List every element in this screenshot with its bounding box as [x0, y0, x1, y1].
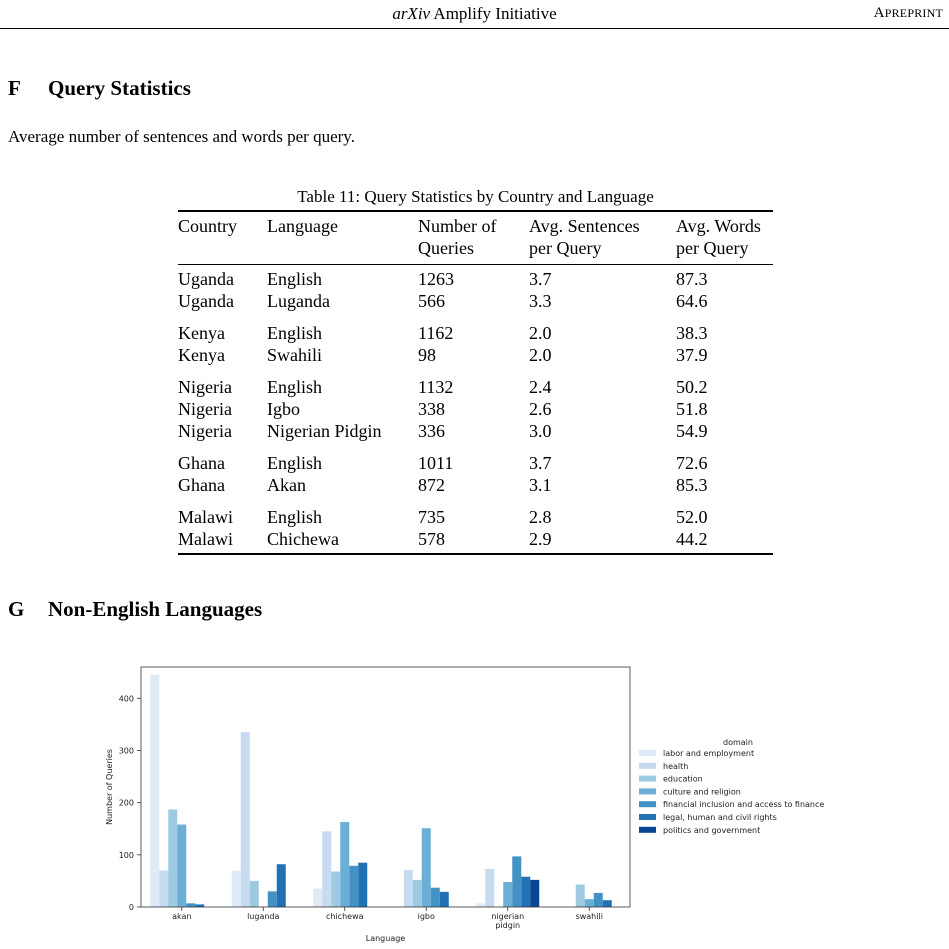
legend-label: legal, human and civil rights	[663, 813, 777, 822]
table-cell: English	[267, 323, 323, 343]
table-cell: 44.2	[676, 529, 708, 549]
section-g-heading	[8, 597, 262, 622]
intro-paragraph: Average number of sentences and words per query.	[8, 127, 355, 146]
bar	[422, 828, 431, 907]
table-cell: 1011	[418, 453, 454, 473]
running-title-rest: Amplify Initiative	[430, 4, 557, 23]
bar	[431, 888, 440, 907]
table-header-cell: Avg. Sentences	[529, 216, 640, 236]
bar	[159, 870, 168, 907]
page-header	[0, 0, 949, 29]
legend-swatch	[639, 788, 656, 794]
table-cell: Uganda	[178, 291, 234, 311]
bar	[186, 903, 195, 907]
table-cell: 64.6	[676, 291, 708, 311]
x-tick-label: igbo	[417, 912, 435, 921]
table-cell: 2.8	[529, 507, 552, 527]
x-tick-label: chichewa	[325, 912, 364, 921]
bar	[340, 822, 349, 907]
table-cell: Luganda	[267, 291, 330, 311]
preprint-first-letter: A	[873, 5, 885, 21]
bar	[322, 831, 331, 907]
table-cell: 735	[418, 507, 445, 527]
bar	[603, 900, 612, 907]
bar-chart-svg	[100, 660, 860, 949]
table-cell: 1132	[418, 377, 454, 397]
section-f-heading	[8, 76, 191, 101]
bar	[530, 880, 539, 907]
bar	[576, 885, 585, 907]
bar	[476, 903, 485, 907]
legend-label: education	[663, 774, 703, 784]
table-cell: Nigeria	[178, 377, 232, 397]
bar	[150, 675, 159, 907]
table-cell: 338	[418, 399, 445, 419]
bar	[358, 863, 367, 907]
table-cell: Ghana	[178, 453, 225, 473]
bar	[485, 869, 494, 907]
table-cell: 336	[418, 421, 445, 441]
table-cell: 3.3	[529, 291, 552, 311]
table-cell: 3.0	[529, 421, 552, 441]
running-title	[0, 4, 949, 24]
bar	[512, 856, 521, 907]
table-header-cell: per Query	[676, 238, 749, 258]
legend-label: health	[663, 761, 689, 771]
queries-by-language-chart	[100, 660, 860, 949]
table-cell: 3.1	[529, 475, 552, 495]
table-cell: 52.0	[676, 507, 708, 527]
bar	[277, 864, 286, 907]
y-tick-label: 0	[128, 903, 134, 912]
table-cell: Uganda	[178, 269, 234, 289]
table-top-rule	[178, 210, 773, 212]
table-cell: English	[267, 269, 323, 289]
bar	[168, 809, 177, 907]
legend-swatch	[639, 801, 656, 807]
legend-swatch	[639, 814, 656, 820]
legend-swatch	[639, 776, 656, 782]
y-axis-label: Number of Queries	[105, 749, 114, 825]
table-cell: English	[267, 453, 323, 473]
bar	[313, 889, 322, 907]
table-cell: English	[267, 507, 323, 527]
table-cell: 872	[418, 475, 445, 495]
x-axis-label: Language	[365, 934, 406, 943]
table-cell: 98	[418, 345, 436, 365]
table-cell: 2.0	[529, 345, 552, 365]
bar	[177, 825, 186, 907]
table-cell: 87.3	[676, 269, 708, 289]
x-tick-label: nigerian	[491, 912, 525, 921]
y-tick-label: 200	[118, 798, 134, 808]
bar	[250, 881, 259, 907]
table-cell: 51.8	[676, 399, 708, 419]
table-cell: 85.3	[676, 475, 708, 495]
legend-label: politics and government	[663, 825, 761, 835]
legend-label: financial inclusion and access to finance	[663, 800, 825, 810]
y-tick-label: 300	[118, 746, 134, 756]
table-bottom-rule	[178, 553, 773, 555]
table-cell: 1263	[418, 269, 454, 289]
bar	[503, 882, 512, 907]
bar	[521, 877, 530, 907]
x-tick-label: luganda	[247, 912, 280, 921]
table-cell: 3.7	[529, 269, 552, 289]
table-cell: English	[267, 377, 323, 397]
table-cell: Akan	[267, 475, 306, 495]
bar	[241, 732, 250, 907]
table-cell: Nigeria	[178, 399, 232, 419]
bar	[349, 866, 358, 907]
section-g-title: Non-English Languages	[48, 597, 263, 621]
table-cell: Malawi	[178, 507, 233, 527]
bar	[268, 891, 277, 907]
table-caption: Table 11: Query Statistics by Country and Language	[297, 187, 654, 206]
table-cell: 72.6	[676, 453, 708, 473]
bar	[331, 872, 340, 907]
preprint-label	[874, 5, 943, 22]
table-cell: 50.2	[676, 377, 708, 397]
table-cell: Chichewa	[267, 529, 339, 549]
y-tick-label: 400	[118, 694, 134, 704]
table-cell: Kenya	[178, 323, 225, 343]
x-tick-label: pidgin	[495, 921, 521, 930]
table-header-cell: Avg. Words	[676, 216, 761, 236]
table-cell: 2.0	[529, 323, 552, 343]
table-cell: 3.7	[529, 453, 552, 473]
table-cell: Nigerian Pidgin	[267, 421, 382, 441]
preprint-rest: PREPRINT	[884, 6, 943, 20]
running-title-italic: arXiv	[392, 4, 431, 23]
table-cell: Nigeria	[178, 421, 232, 441]
table-cell: Igbo	[267, 399, 300, 419]
legend-swatch	[639, 763, 656, 769]
table-header-cell: Language	[267, 216, 338, 236]
legend-swatch	[639, 750, 656, 756]
plot-frame	[141, 667, 630, 907]
table-cell: Malawi	[178, 529, 233, 549]
bar	[585, 899, 594, 907]
section-f-title: Query Statistics	[48, 76, 191, 100]
table-cell: 37.9	[676, 345, 708, 365]
table-header-cell: Number of	[418, 216, 497, 236]
section-g-number: G	[8, 597, 25, 621]
y-tick-label: 100	[118, 850, 134, 860]
table-header-cell: Country	[178, 216, 238, 236]
table-cell: Kenya	[178, 345, 225, 365]
table-cell: 54.9	[676, 421, 708, 441]
table-cell: Ghana	[178, 475, 225, 495]
x-tick-label: akan	[172, 912, 192, 921]
table-cell: 38.3	[676, 323, 708, 343]
table-cell: 1162	[418, 323, 454, 343]
bar	[440, 892, 449, 907]
section-f-number: F	[8, 76, 21, 100]
table-cell: 2.4	[529, 377, 552, 397]
table-cell: 2.9	[529, 529, 552, 549]
x-tick-label: swahili	[575, 912, 603, 921]
table-cell: 578	[418, 529, 445, 549]
table-header-cell: per Query	[529, 238, 602, 258]
table-cell: Swahili	[267, 345, 323, 365]
table-cell: 2.6	[529, 399, 552, 419]
legend-label: labor and employment	[663, 749, 755, 758]
bar	[594, 893, 603, 907]
table-header-cell: Queries	[418, 238, 474, 258]
table-cell: 566	[418, 291, 445, 311]
legend-label: culture and religion	[663, 787, 741, 797]
legend-title: domain	[723, 738, 753, 747]
bar	[232, 870, 241, 907]
bar	[413, 880, 422, 907]
legend-swatch	[639, 827, 656, 833]
table-header-rule	[178, 264, 773, 265]
bar	[404, 870, 413, 907]
